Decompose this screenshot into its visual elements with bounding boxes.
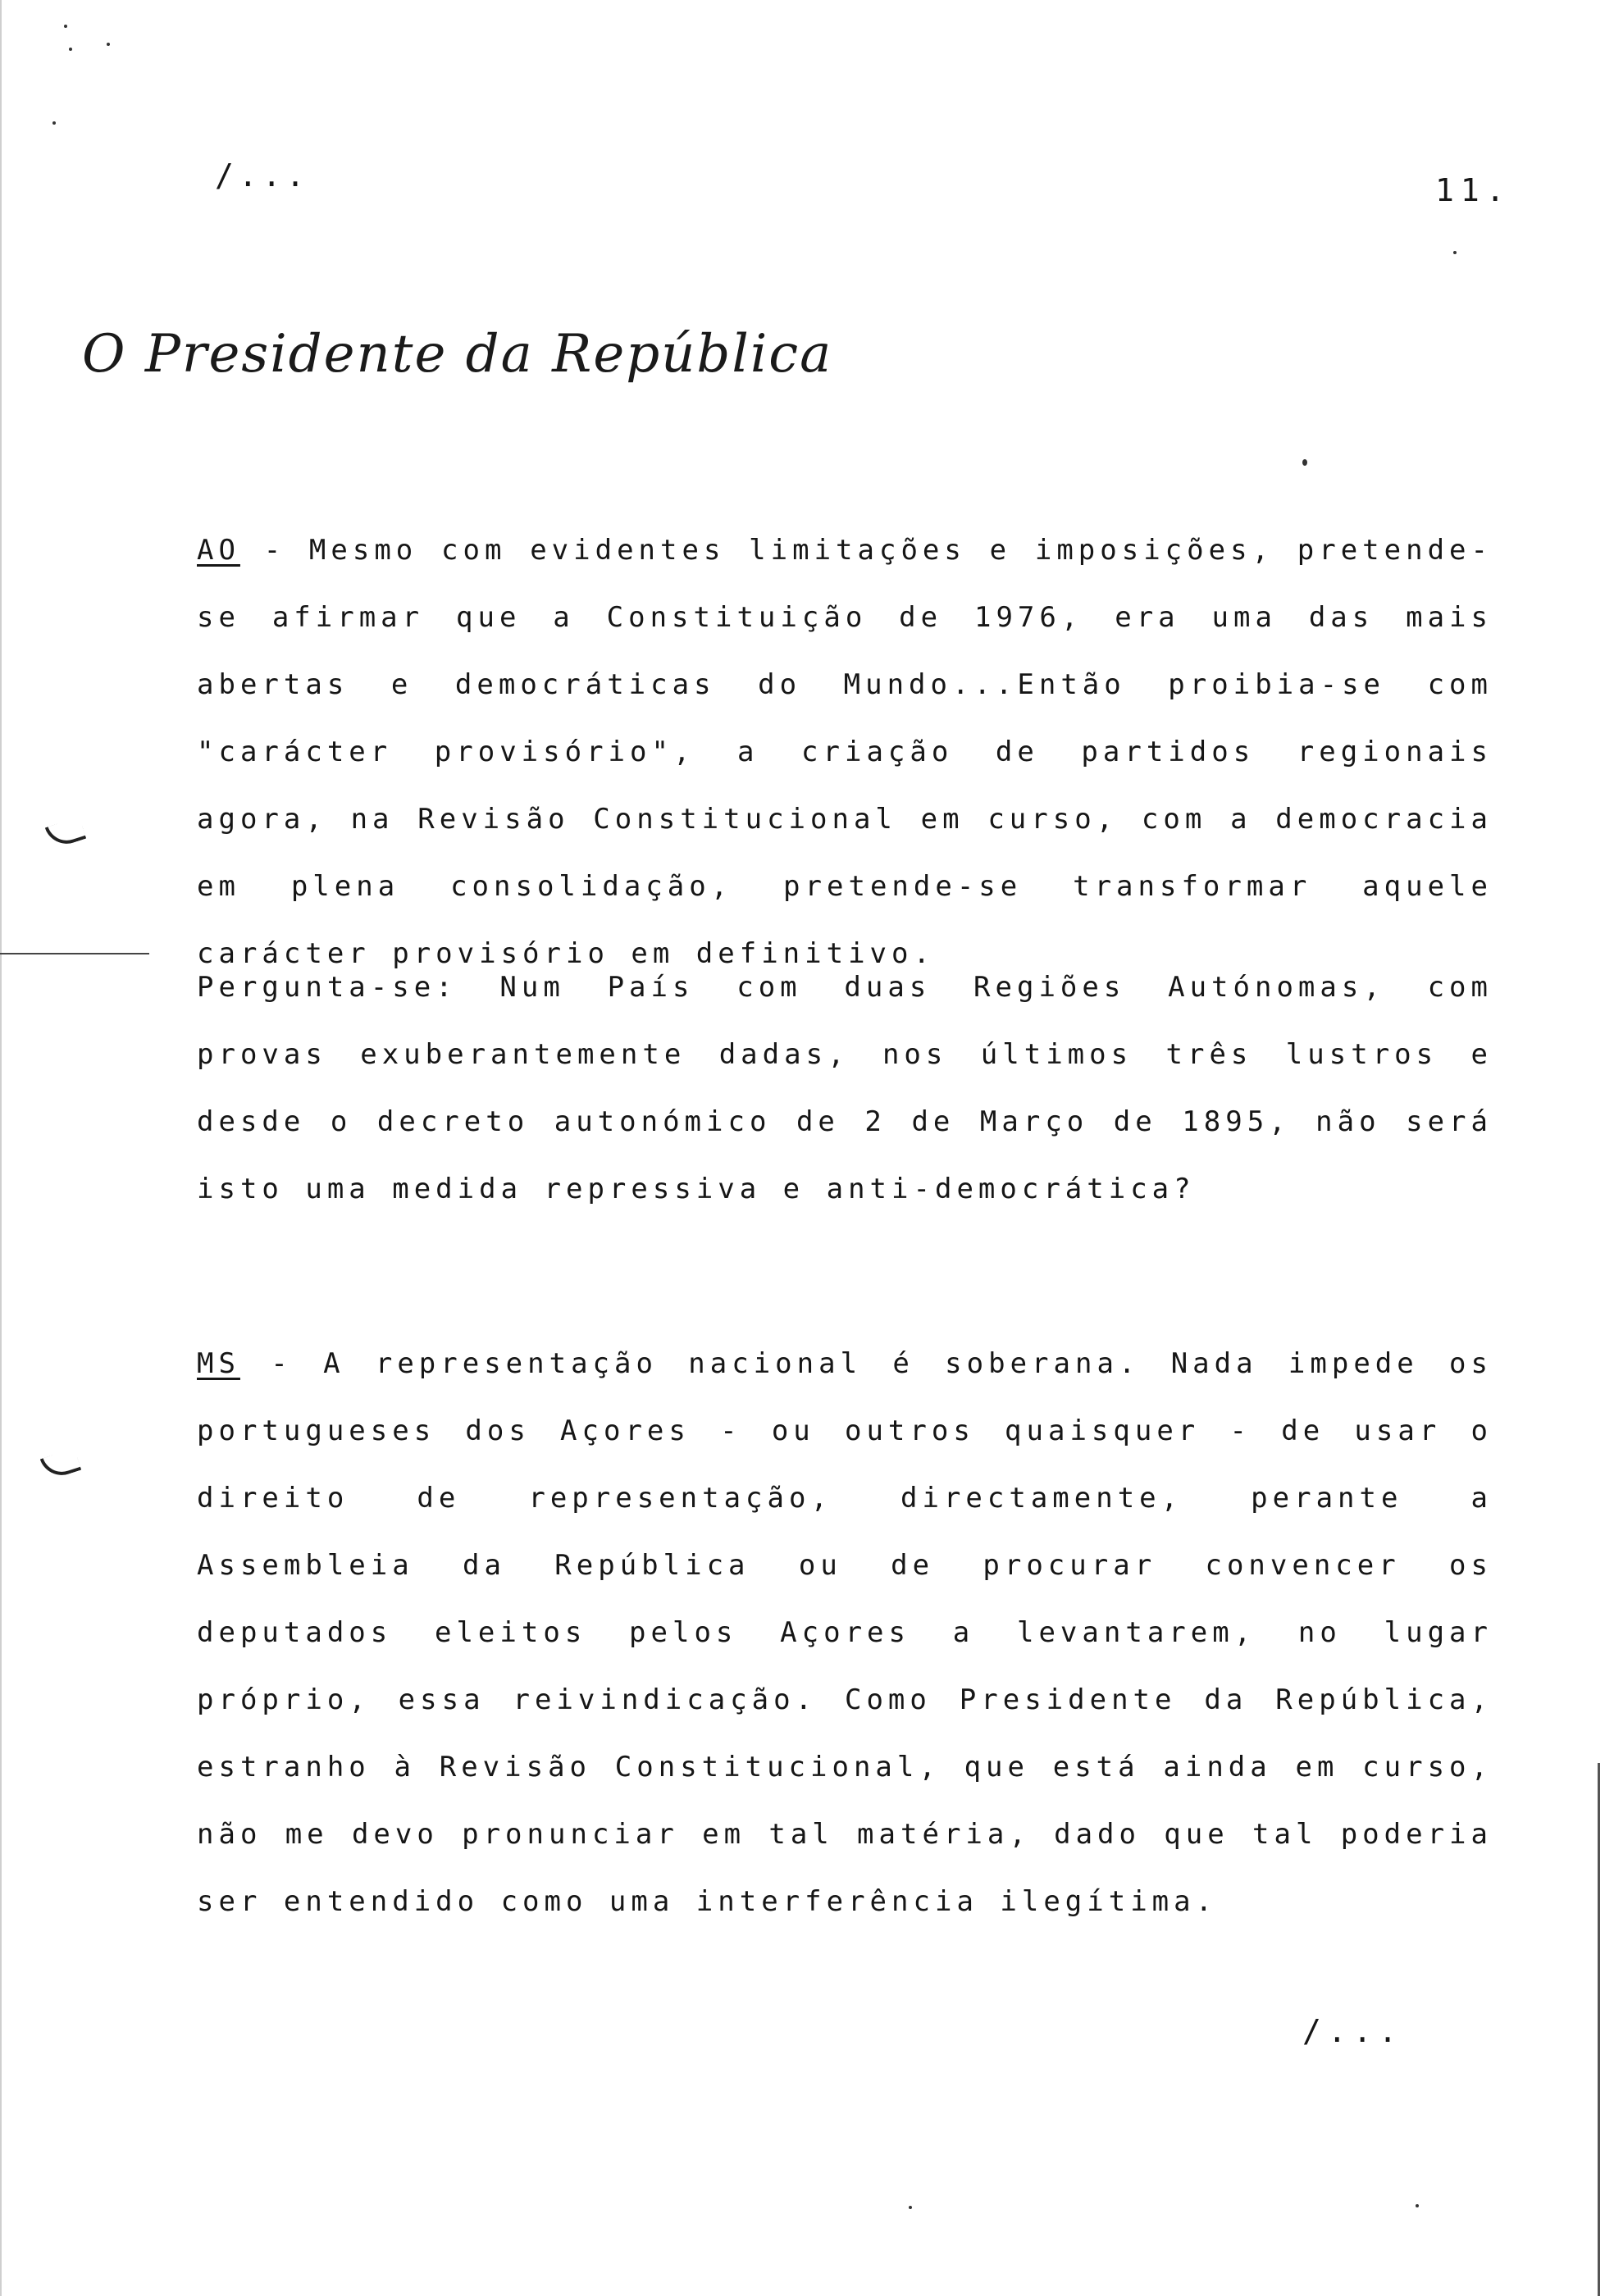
speaker-label: AO [197, 534, 240, 567]
speaker-label: MS [197, 1347, 240, 1380]
scan-speck [69, 48, 72, 51]
scan-edge-right [1598, 1763, 1600, 2296]
margin-hook-mark [45, 817, 86, 850]
scan-edge-left [0, 0, 2, 2296]
paragraph-text: - Mesmo com evidentes limitações e imposições, pretende-se afirmar que a Constituição de 1976, era uma das mais abertas e democráticas do Mundo...Então proibia-se com "carácter provisório", a criação de partidos regionais agora, na Revisão Constitucional em curso, com a democracia em plena consolidação, pretende-se transformar aquele carácter provisório em definitivo. [197, 534, 1493, 970]
paragraph-text: - A representação nacional é soberana. Nada impede os portugueses dos Açores - ou outros quaisquer - de usar o direito de representação, directamente, perante a Assembleia da República ou de procurar convencer os deputados eleitos pelos Açores a levantarem, no lugar próprio, essa reivindicação. Como Presidente da República, estranho à Revisão Constitucional, que está ainda em curso, não me devo pronunciar em tal matéria, dado que tal poderia ser entendido como uma interferência ilegítima. [197, 1347, 1493, 1918]
scan-speck [52, 121, 56, 125]
interview-question-followup [197, 954, 1493, 1223]
scan-speck [1453, 251, 1457, 254]
interview-answer-ms [197, 1330, 1493, 1935]
scan-speck [107, 43, 110, 46]
letterhead: O Presidente da República [82, 324, 833, 385]
margin-hook-mark [40, 1448, 81, 1481]
scan-speck [1302, 459, 1307, 466]
continuation-mark-top: /... [215, 157, 310, 194]
scan-speck [1416, 2204, 1419, 2207]
paragraph [197, 1330, 1493, 1935]
margin-rule [0, 953, 149, 954]
scan-speck [909, 2206, 912, 2209]
scan-speck [64, 25, 67, 28]
paragraph-text: Pergunta-se: Num País com duas Regiões Autónomas, com provas exuberantemente dadas, nos últimos três lustros e desde o decreto autonómico de 2 de Março de 1895, não será isto uma medida repressiva e anti-democrática? [197, 971, 1493, 1205]
page-number: 11. [1435, 172, 1511, 208]
interview-question-ao [197, 517, 1493, 987]
paragraph [197, 954, 1493, 1223]
continuation-mark-bottom: /... [1302, 2013, 1404, 2049]
paragraph [197, 517, 1493, 987]
